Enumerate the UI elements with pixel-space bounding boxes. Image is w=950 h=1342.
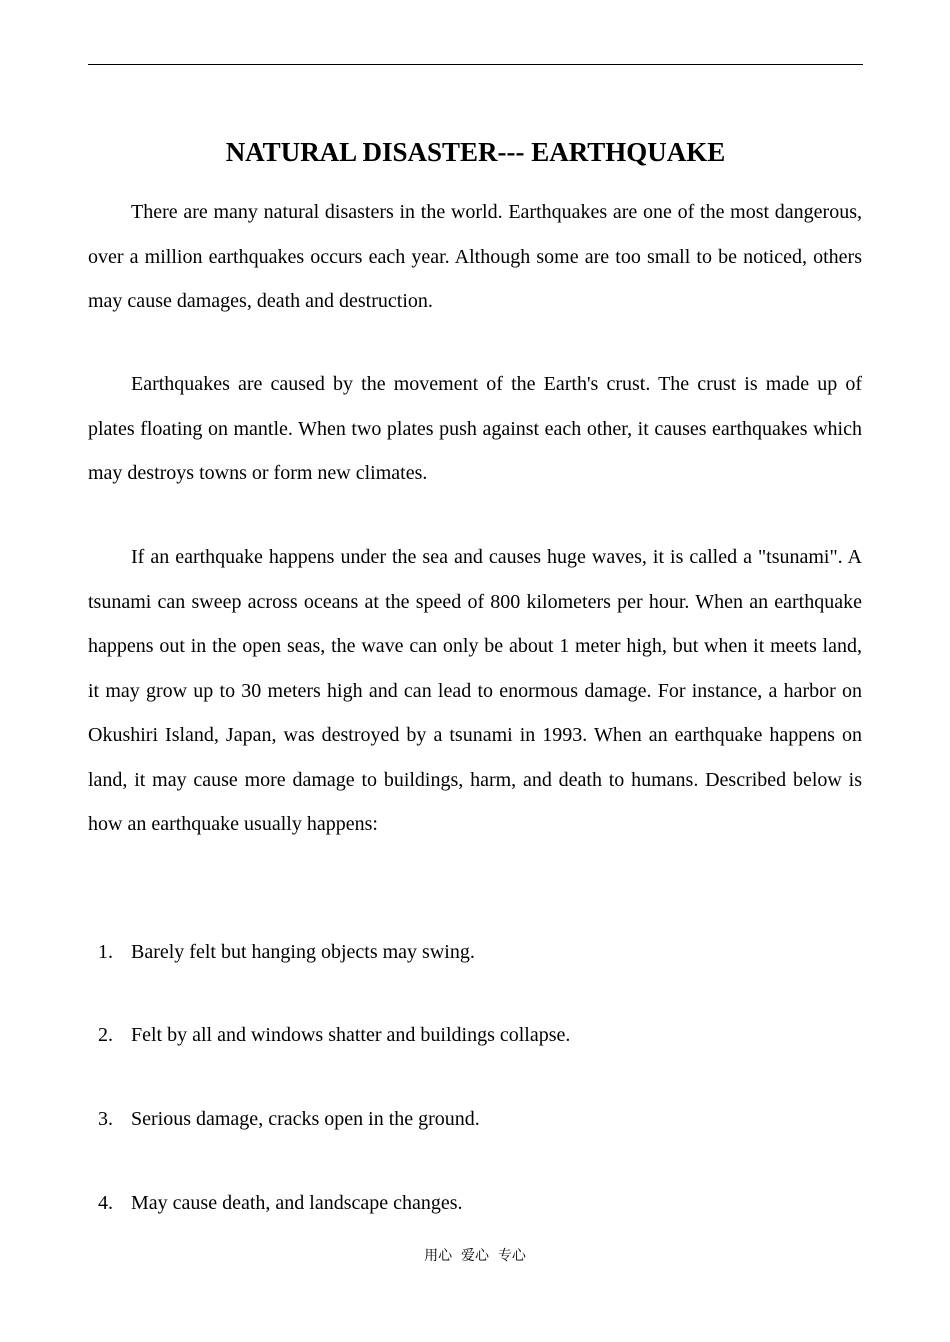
paragraph-causes: Earthquakes are caused by the movement of the Earth's crust. The crust is made up of plates floating on mantle. When two plates push against each other, it causes earthquakes which may destroys towns or form new climates. bbox=[88, 373, 862, 484]
list-text: May cause death, and landscape changes. bbox=[131, 1192, 463, 1214]
list-text: Serious damage, cracks open in the ground. bbox=[131, 1108, 480, 1130]
list-number: 2. bbox=[98, 1024, 113, 1046]
list-number: 4. bbox=[98, 1192, 113, 1214]
list-item bbox=[88, 1181, 862, 1225]
paragraph-intro: There are many natural disasters in the world. Earthquakes are one of the most dangerous, over a million earthquakes occurs each year. Although some are too small to be noticed, others may cause damages, death and destruction. bbox=[88, 201, 862, 312]
page-footer: 用心 爱心 专心 bbox=[424, 1248, 526, 1264]
list-text: Felt by all and windows shatter and buildings collapse. bbox=[131, 1024, 571, 1046]
list-text: Barely felt but hanging objects may swing. bbox=[131, 941, 475, 963]
list-number: 1. bbox=[98, 941, 113, 963]
page-title: NATURAL DISASTER--- EARTHQUAKE bbox=[225, 137, 726, 167]
list-item bbox=[88, 1013, 862, 1057]
paragraph-tsunami: If an earthquake happens under the sea and causes huge waves, it is called a "tsunami". A tsunami can sweep across oceans at the speed of 800 kilometers per hour. When an earthquake happens out in the open seas, the wave can only be about 1 meter high, but when it meets land, it may grow up to 30 meters high and can lead to enormous damage. For instance, a harbor on Okushiri Island, Japan, was destroyed by a tsunami in 1993. When an earthquake happens on land, it may cause more damage to buildings, harm, and death to humans. Described below is how an earthquake usually happens: bbox=[88, 546, 862, 835]
list-item bbox=[88, 930, 862, 974]
header-divider bbox=[88, 64, 863, 65]
list-number: 3. bbox=[98, 1108, 113, 1130]
list-item bbox=[88, 1097, 862, 1141]
